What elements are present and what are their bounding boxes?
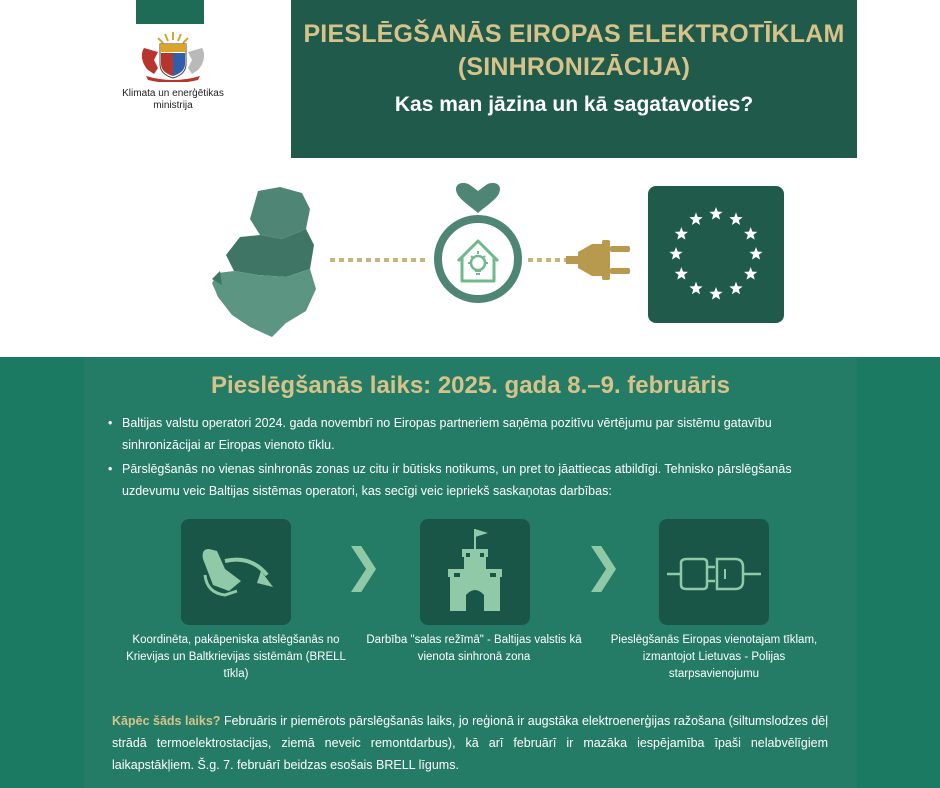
step-2-caption: Darbība "salas režīmā" - Baltijas valstis kā vienota sinhronā zona [366,634,582,663]
eu-flag-icon [648,186,784,323]
bullet-dot: • [108,462,113,476]
bullet-text: Baltijas valstu operatori 2024. gada novembrī no Eiropas partneriem saņēma pozitīvu vērtējumu par sistēmu gatavību sinhronizācijai ar Eiropas vienoto tīklu. [122,416,772,452]
why-text: Februāris ir piemērots pārslēgšanās laiks, jo reģionā ir augstāka elektroenerģijas ražošana (siltumslodzes dēļ strādā termoelektrostacijas, ziemā neveic remontdarbus), kā arī februārī ir mazāka iespējamība īpaši nelabvēlīgiem laikapstākļiem. Š.g. 7. februārī beidzas esošais BRELL līgums. [112,714,828,772]
top-accent-stripe [136,0,204,24]
home-energy-ring-icon [428,183,528,303]
why-paragraph [112,710,828,776]
chevron-right-icon: ❯ [584,538,623,592]
switch-lever-icon [181,519,291,625]
ministry-name: Klimata un enerģētikas ministrija [122,88,224,111]
step-1-caption: Koordinēta, pakāpeniska atslēgšanās no Krievijas un Baltkrievijas sistēmām (BRELL tīkla) [126,634,346,680]
step-1-icon-box [181,519,291,625]
step-2-icon-box [420,519,530,625]
ministry-logo [118,30,228,112]
page-subtitle: Kas man jāzina un kā sagatavoties? [394,93,754,116]
bullet-item [108,458,838,502]
castle-tower-icon [420,519,530,625]
connection-date-heading: Pieslēgšanās laiks: 2025. gada 8.–9. februāris [211,372,730,399]
section-heading [84,372,857,400]
step-3-caption: Pieslēgšanās Eiropas vienotajam tīklam, izmantojot Lietuvas - Polijas starpsavienojumu [610,634,818,680]
power-plug-icon [566,230,632,290]
bullet-text: Pārslēgšanās no vienas sinhronās zonas uz citu ir būtisks notikums, un pret to jāattiecas atbildīgi. Tehnisko pārslēgšanās uzdevumu veic Baltijas sistēmas operatori, kas secīgi veic iepriekš saskaņotas darbības: [122,462,792,498]
page-title-line1: PIESLĒGŠANĀS EIROPAS ELEKTROTĪKLAM [303,20,845,48]
baltic-states-map-icon [210,185,322,340]
plug-connection-icon [659,519,769,625]
hero-illustration [0,175,940,350]
why-label: Kāpēc šāds laiks? [112,714,221,728]
title-banner [291,0,857,158]
dotted-connector-left [330,255,426,265]
bullet-list [108,412,838,502]
step-3-icon-box [659,519,769,625]
bullet-item [108,412,838,456]
page-title-line2: (SINHRONIZĀCIJA) [457,53,691,81]
chevron-right-icon: ❯ [344,538,383,592]
bullet-dot: • [108,416,113,430]
coat-of-arms-icon [118,30,228,82]
